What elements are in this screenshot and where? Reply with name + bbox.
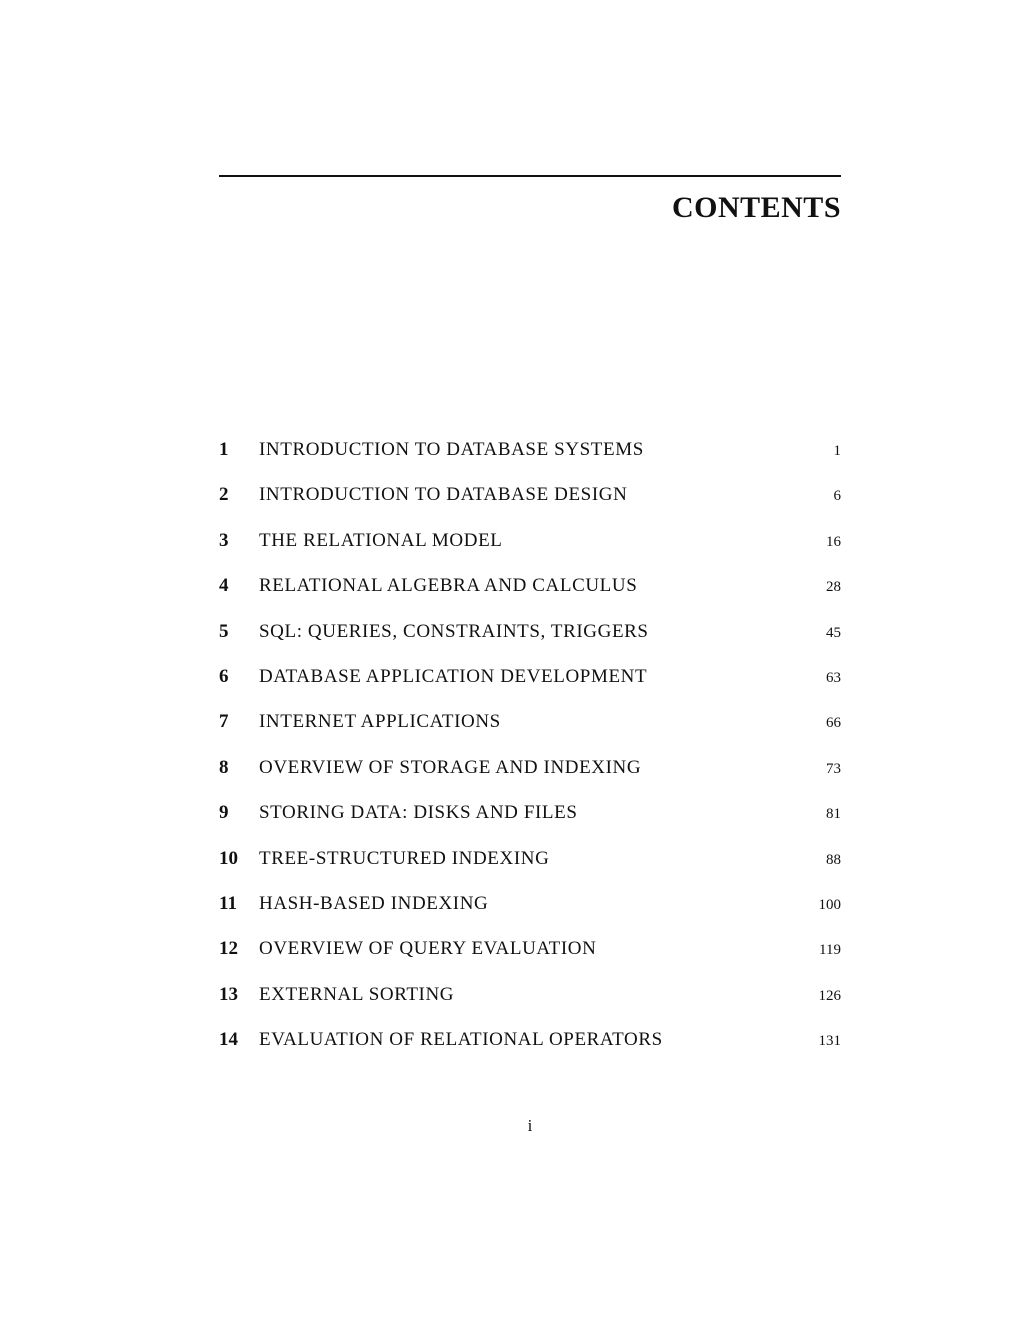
toc-entry[interactable] [219, 931, 841, 976]
toc-entry[interactable] [219, 841, 841, 886]
toc-entry[interactable] [219, 795, 841, 840]
chapter-number: 6 [219, 665, 229, 687]
chapter-page: 16 [826, 533, 841, 550]
toc-entry[interactable] [219, 659, 841, 704]
chapter-title: OVERVIEW OF STORAGE AND INDEXING [259, 756, 642, 778]
chapter-title: DATABASE APPLICATION DEVELOPMENT [259, 665, 648, 687]
chapter-title: HASH-BASED INDEXING [259, 892, 489, 914]
toc-entry[interactable] [219, 750, 841, 795]
chapter-number: 13 [219, 983, 238, 1005]
chapter-title: SQL: QUERIES, CONSTRAINTS, TRIGGERS [259, 620, 649, 642]
toc-entry[interactable] [219, 614, 841, 659]
chapter-title: EXTERNAL SORTING [259, 983, 455, 1005]
chapter-page: 28 [826, 579, 841, 596]
chapter-page: 6 [833, 488, 841, 505]
page-title: CONTENTS [671, 191, 841, 224]
toc-entry[interactable] [219, 523, 841, 568]
chapter-page: 45 [826, 624, 841, 641]
toc-entry[interactable] [219, 886, 841, 931]
chapter-page: 131 [818, 1033, 841, 1050]
chapter-number: 9 [219, 802, 229, 824]
chapter-page: 1 [833, 443, 841, 459]
chapter-title: INTRODUCTION TO DATABASE SYSTEMS [259, 439, 644, 460]
chapter-number: 3 [219, 529, 229, 551]
chapter-page: 63 [826, 669, 841, 686]
chapter-title: INTERNET APPLICATIONS [259, 711, 501, 733]
chapter-number: 1 [219, 439, 229, 460]
chapter-page: 88 [826, 851, 841, 868]
toc-entry[interactable] [219, 568, 841, 613]
chapter-page: 119 [819, 942, 841, 959]
chapter-title: RELATIONAL ALGEBRA AND CALCULUS [259, 575, 638, 597]
chapter-page: 81 [826, 806, 841, 823]
chapter-number: 4 [219, 575, 229, 597]
chapter-title: INTRODUCTION TO DATABASE DESIGN [259, 484, 628, 506]
toc-entry[interactable] [219, 477, 841, 522]
chapter-title: OVERVIEW OF QUERY EVALUATION [259, 938, 597, 960]
toc-entry[interactable] [219, 432, 841, 477]
chapter-number: 7 [219, 711, 229, 733]
chapter-page: 100 [818, 896, 841, 913]
toc-entry[interactable] [219, 1022, 841, 1067]
chapter-title: THE RELATIONAL MODEL [259, 529, 503, 551]
chapter-number: 11 [219, 892, 237, 914]
toc-entry[interactable] [219, 704, 841, 749]
chapter-number: 8 [219, 756, 229, 778]
chapter-title: STORING DATA: DISKS AND FILES [259, 802, 578, 824]
toc-entry[interactable] [219, 977, 841, 1022]
chapter-number: 2 [219, 484, 229, 506]
chapter-title: TREE-STRUCTURED INDEXING [259, 847, 550, 869]
page-number: i [527, 1116, 533, 1135]
chapter-page: 73 [826, 760, 841, 777]
chapter-page: 126 [818, 987, 841, 1004]
chapter-number: 5 [219, 620, 229, 642]
chapter-number: 12 [219, 938, 238, 960]
chapter-number: 10 [219, 847, 238, 869]
table-of-contents [219, 432, 841, 1067]
header-rule [219, 175, 841, 177]
chapter-page: 66 [826, 715, 841, 732]
chapter-number: 14 [219, 1029, 238, 1051]
chapter-title: EVALUATION OF RELATIONAL OPERATORS [259, 1029, 663, 1051]
